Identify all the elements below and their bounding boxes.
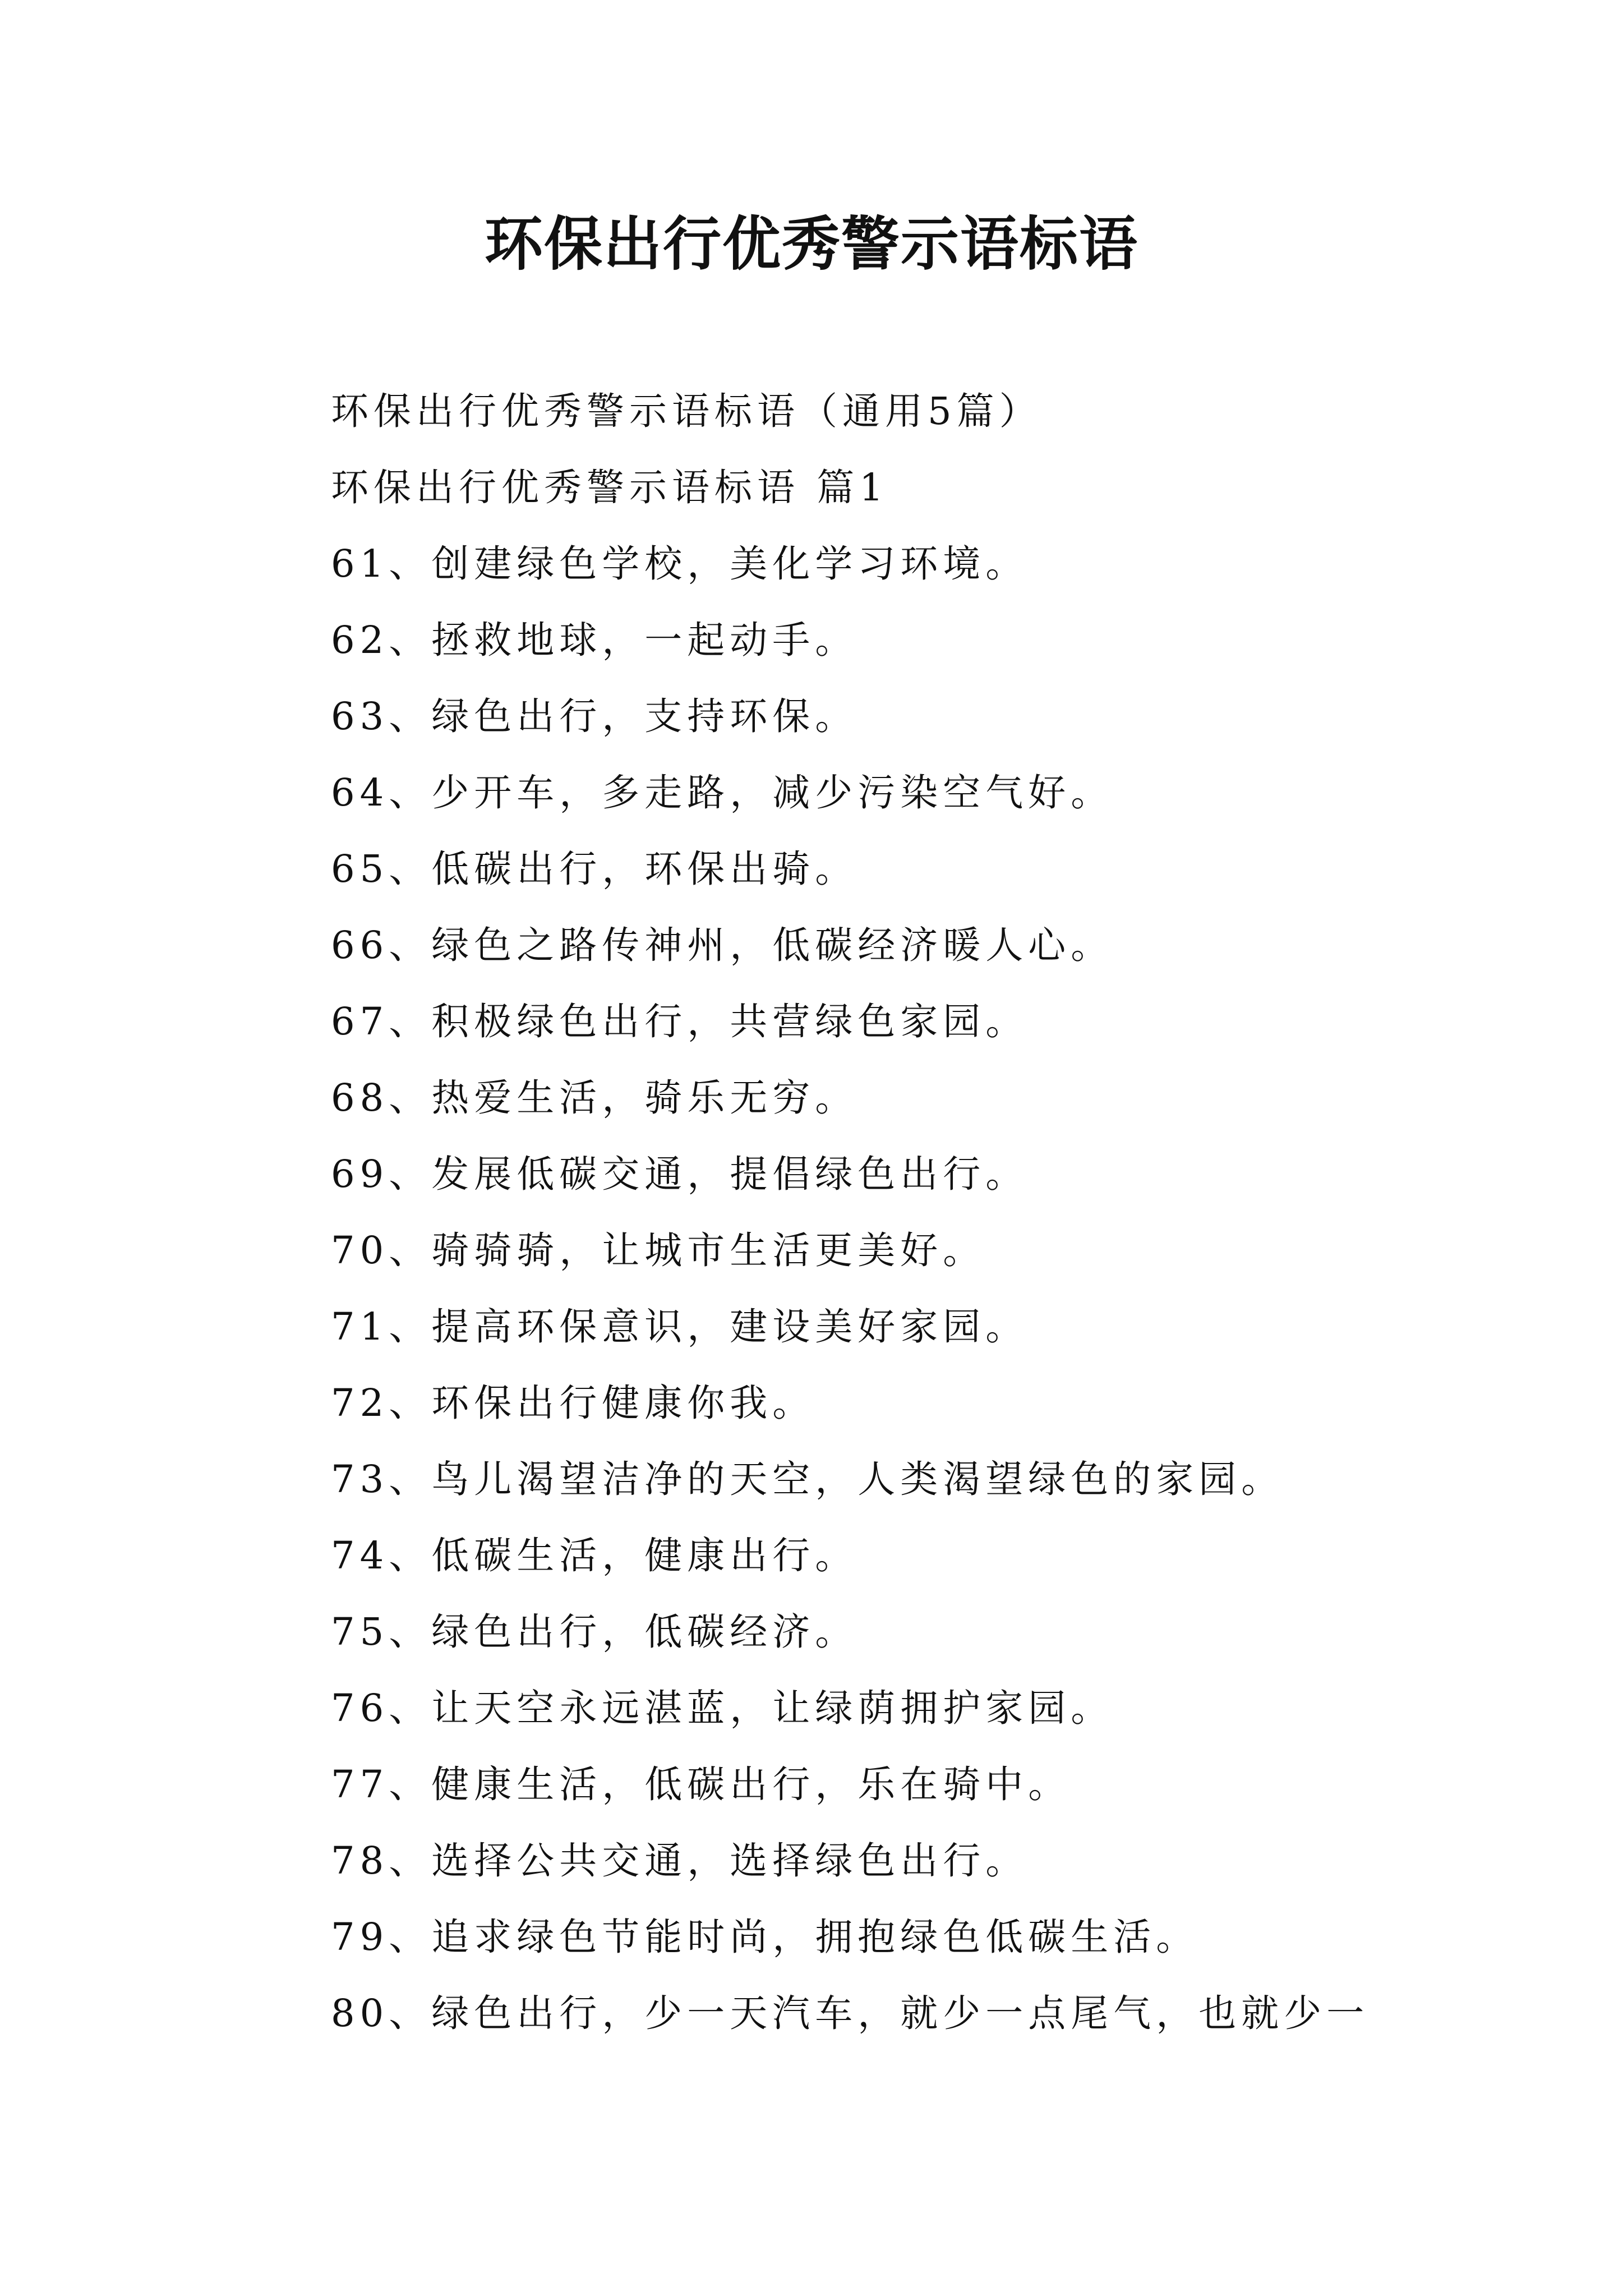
slogan-item: 73、鸟儿渴望洁净的天空，人类渴望绿色的家园。 xyxy=(331,1457,1284,1501)
slogan-item: 72、环保出行健康你我。 xyxy=(331,1381,815,1425)
slogan-item: 75、绿色出行，低碳经济。 xyxy=(331,1610,858,1654)
slogan-item: 62、拯救地球，一起动手。 xyxy=(331,618,858,662)
slogan-item: 67、积极绿色出行，共营绿色家园。 xyxy=(331,1000,1029,1043)
slogan-item: 76、让天空永远湛蓝，让绿荫拥护家园。 xyxy=(331,1686,1114,1730)
slogan-item: 79、追求绿色节能时尚，拥抱绿色低碳生活。 xyxy=(331,1915,1199,1959)
slogan-item: 64、少开车，多走路，减少污染空气好。 xyxy=(331,771,1114,815)
slogan-item: 65、低碳出行，环保出骑。 xyxy=(331,847,858,891)
slogan-item: 80、绿色出行，少一天汽车，就少一点尾气，也就少一 xyxy=(331,1991,1370,2035)
document-subtitle: 环保出行优秀警示语标语（通用5篇） xyxy=(331,389,1042,433)
section-heading: 环保出行优秀警示语标语 篇1 xyxy=(331,466,888,509)
slogan-item: 70、骑骑骑，让城市生活更美好。 xyxy=(331,1228,986,1272)
slogan-item: 61、创建绿色学校，美化学习环境。 xyxy=(331,542,1029,586)
slogan-item: 71、提高环保意识，建设美好家园。 xyxy=(331,1305,1029,1349)
slogan-item: 63、绿色出行，支持环保。 xyxy=(331,694,858,738)
slogan-item: 77、健康生活，低碳出行，乐在骑中。 xyxy=(331,1763,1071,1806)
slogan-item: 66、绿色之路传神州，低碳经济暖人心。 xyxy=(331,923,1114,967)
slogan-item: 69、发展低碳交通，提倡绿色出行。 xyxy=(331,1152,1029,1196)
slogan-item: 68、热爱生活，骑乐无穷。 xyxy=(331,1076,858,1120)
document-body xyxy=(331,373,1453,2051)
document-title: 环保出行优秀警示语标语 xyxy=(484,209,1138,278)
slogan-item: 78、选择公共交通，选择绿色出行。 xyxy=(331,1839,1029,1883)
slogan-item: 74、低碳生活，健康出行。 xyxy=(331,1534,858,1577)
